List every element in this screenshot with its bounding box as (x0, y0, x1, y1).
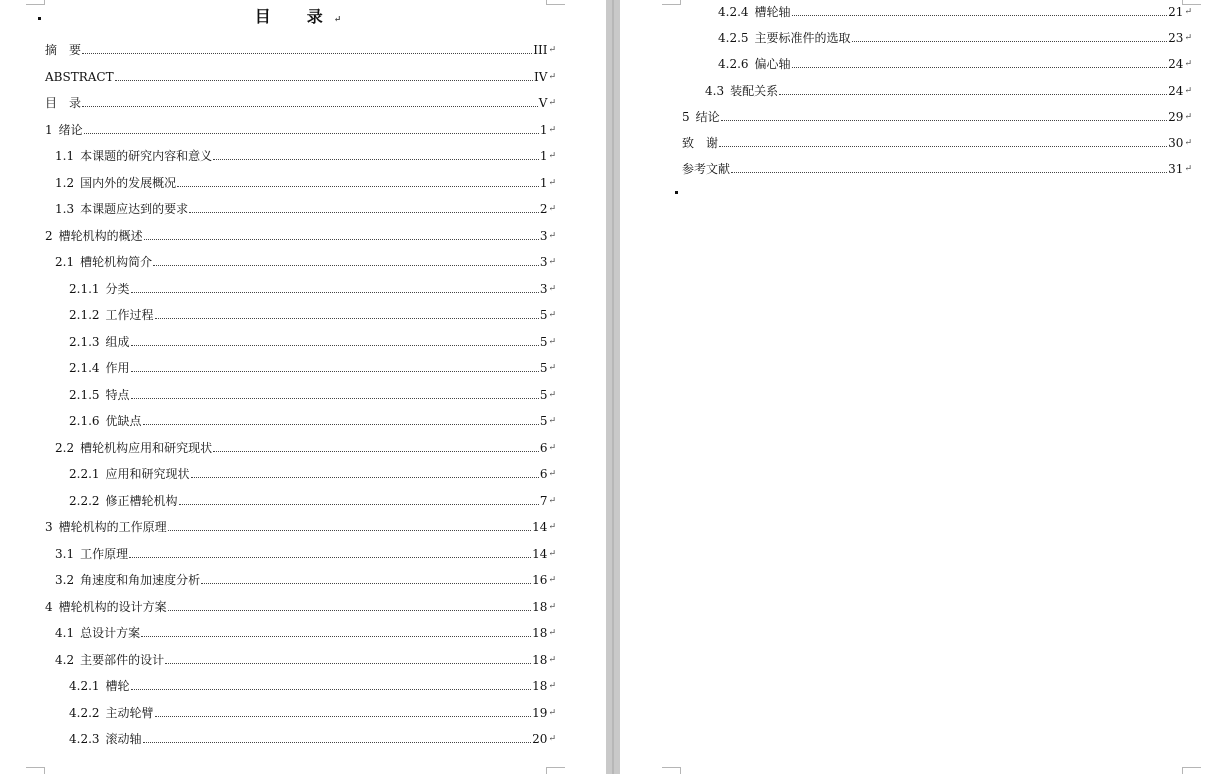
toc-entry-title: 角速度和角加速度分析 (80, 573, 201, 587)
toc-entry[interactable] (55, 253, 556, 269)
return-mark: ↵ (548, 257, 556, 267)
return-mark: ↵ (1184, 33, 1192, 44)
dot-leader (115, 80, 533, 81)
toc-entry-page: 31 (1168, 162, 1184, 177)
return-mark: ↵ (1184, 111, 1192, 122)
dot-leader (165, 663, 531, 664)
toc-entry-number: 3 (45, 520, 53, 534)
toc-entry[interactable] (69, 386, 556, 402)
toc-entry-page: 5 (539, 334, 548, 349)
toc-entry[interactable] (69, 465, 556, 481)
return-mark: ↵ (548, 45, 556, 55)
toc-entry-page: 18 (532, 652, 548, 667)
toc-entry-number: 4.2.3 (69, 732, 100, 746)
toc-entry-title: 作用 (105, 361, 130, 375)
toc-entry-number: 2.2 (55, 440, 75, 455)
toc-entry-title: 装配关系 (730, 83, 779, 98)
dot-leader (129, 557, 531, 558)
toc-entry-title: 修正槽轮机构 (105, 493, 178, 508)
toc-entry-number: 4.2.4 (718, 5, 749, 19)
toc-entry-title: 总设计方案 (80, 626, 141, 640)
toc-entry-page: 18 (532, 679, 548, 693)
return-mark: ↵ (548, 416, 556, 426)
return-mark: ↵ (1184, 7, 1192, 17)
toc-entry[interactable] (69, 730, 556, 746)
toc-entry-page: 5 (539, 414, 548, 428)
toc-entry[interactable] (69, 677, 556, 693)
toc-entry[interactable] (55, 147, 556, 163)
toc-entry[interactable] (69, 333, 556, 349)
toc-entry-title: 特点 (105, 387, 130, 402)
dot-leader (213, 159, 539, 160)
return-mark: ↵ (548, 681, 556, 691)
dot-leader (852, 41, 1168, 42)
toc-entry-title: 分类 (105, 281, 130, 296)
return-mark: ↵ (1184, 59, 1192, 70)
toc-entry-title: 参考文献 (682, 162, 731, 177)
toc-entry-page: 5 (539, 361, 548, 375)
return-mark: ↵ (548, 151, 556, 161)
toc-entry-number: 3.1 (55, 546, 75, 561)
toc-entry-title: 应用和研究现状 (105, 467, 190, 481)
gutter-divider (612, 0, 614, 774)
toc-entry[interactable] (69, 359, 556, 375)
toc-entry-title: 偏心轴 (754, 57, 791, 72)
toc-entry[interactable] (55, 174, 556, 190)
return-mark: ↵ (548, 734, 556, 744)
dot-leader (168, 530, 532, 531)
toc-entry-title: 绪论 (58, 122, 83, 137)
toc-entry[interactable] (682, 134, 1192, 150)
dot-leader (82, 106, 538, 107)
page-corner-mark (546, 767, 565, 774)
toc-entry-title: 槽轮轴 (754, 5, 791, 19)
toc-entry-number: 1 (45, 122, 53, 137)
toc-entry[interactable] (55, 200, 556, 216)
dot-leader (84, 133, 539, 134)
page-corner-mark (1182, 767, 1201, 774)
toc-entry[interactable] (718, 55, 1192, 71)
return-mark: ↵ (548, 575, 556, 585)
toc-entry[interactable] (45, 121, 556, 137)
dot-leader (131, 689, 532, 690)
toc-entry-page: 3 (539, 255, 548, 269)
toc-entry-page: 1 (539, 122, 548, 137)
toc-entry-page: 1 (539, 175, 548, 190)
dot-leader (82, 53, 532, 54)
toc-entry-page: 19 (532, 705, 548, 720)
page-corner-mark (662, 767, 681, 774)
dot-leader (719, 146, 1167, 147)
return-mark: ↵ (1184, 138, 1192, 148)
toc-entry-page: 14 (532, 546, 548, 561)
toc-entry[interactable] (69, 280, 556, 296)
dot-leader (731, 172, 1167, 173)
toc-entry[interactable] (55, 571, 556, 587)
return-mark: ↵ (548, 230, 556, 241)
toc-entry-number: 2 (45, 228, 53, 243)
dot-leader (155, 716, 532, 717)
toc-entry-number: 4.2 (55, 652, 75, 667)
dot-leader (131, 345, 539, 346)
toc-entry-number: 2.2.1 (69, 467, 100, 481)
toc-entry-number: 2.2.2 (69, 493, 100, 508)
dot-leader (131, 398, 539, 399)
toc-entry-number: 1.2 (55, 175, 75, 190)
toc-entry[interactable] (55, 545, 556, 561)
dot-leader (189, 212, 539, 213)
toc-entry-page: 2 (539, 202, 548, 216)
toc-entry[interactable] (705, 82, 1192, 98)
toc-entry-title: 结论 (695, 109, 720, 124)
toc-entry-page: 7 (539, 493, 548, 508)
return-mark: ↵ (548, 548, 556, 559)
toc-entry-page: 21 (1168, 5, 1184, 19)
toc-entry-title: 目 录 (45, 96, 82, 110)
toc-entry-page: 29 (1168, 109, 1184, 124)
dot-leader (191, 477, 539, 478)
toc-entry-page: III (533, 43, 548, 57)
return-mark: ↵ (333, 15, 352, 25)
toc-entry-title: 工作原理 (80, 546, 129, 561)
dot-leader (792, 15, 1168, 16)
return-mark: ↵ (548, 336, 556, 347)
page-corner-mark (26, 767, 45, 774)
toc-entry-title: 国内外的发展概况 (80, 175, 177, 190)
return-mark: ↵ (1184, 85, 1192, 96)
toc-entry-number: 3.2 (55, 573, 75, 587)
toc-entry-page: 24 (1168, 83, 1184, 98)
toc-entry[interactable] (69, 704, 556, 720)
toc-entry-number: 4.2.2 (69, 705, 100, 720)
toc-entry-number: 1.3 (55, 202, 75, 216)
toc-entry[interactable] (69, 306, 556, 322)
return-mark: ↵ (548, 389, 556, 400)
toc-title-text: 目 录 (254, 7, 333, 26)
dot-leader (179, 504, 539, 505)
toc-entry-page: 14 (532, 520, 548, 534)
return-mark: ↵ (548, 98, 556, 108)
toc-entry-title: 摘 要 (45, 43, 82, 57)
toc-entry-page: 3 (539, 228, 548, 243)
return-mark: ↵ (548, 283, 556, 294)
toc-entry[interactable] (69, 492, 556, 508)
dot-leader (143, 424, 539, 425)
document-page-left (0, 0, 606, 774)
toc-entry-title: 本课题的研究内容和意义 (80, 149, 213, 163)
toc-entry-number: 2.1.6 (69, 414, 100, 428)
toc-entry[interactable] (718, 3, 1192, 19)
toc-entry-number: 2.1.4 (69, 361, 100, 375)
toc-entry-title: 组成 (105, 334, 130, 349)
toc-entry-title: 主动轮臂 (105, 705, 154, 720)
toc-entry-number: 5 (682, 109, 690, 124)
dot-leader (155, 318, 539, 319)
toc-entry-page: 1 (539, 149, 548, 163)
toc-entry-number: 4.2.5 (718, 31, 749, 46)
return-mark: ↵ (548, 469, 556, 479)
toc-entry-page: 3 (539, 281, 548, 296)
toc-entry-title: 槽轮机构的概述 (58, 228, 143, 243)
dot-leader (131, 292, 539, 293)
toc-entry-page: 18 (532, 626, 548, 640)
paragraph-mark (675, 191, 678, 194)
toc-entry-page: 6 (539, 440, 548, 455)
toc-entry-title: 滚动轴 (105, 732, 142, 746)
toc-entry[interactable] (69, 412, 556, 428)
toc-entry[interactable] (45, 518, 556, 534)
return-mark: ↵ (548, 204, 556, 214)
return-mark: ↵ (548, 628, 556, 638)
toc-entry-number: 1.1 (55, 149, 75, 163)
toc-entry-page: 5 (539, 308, 548, 322)
toc-entry-title: 致 谢 (682, 136, 719, 150)
toc-entry-number: 4.2.1 (69, 679, 100, 693)
toc-entry-number: 4.1 (55, 626, 75, 640)
toc-entry-title: 主要标准件的选取 (754, 31, 851, 46)
toc-entry[interactable] (55, 624, 556, 640)
toc-entry-title: 主要部件的设计 (80, 652, 165, 667)
return-mark: ↵ (548, 363, 556, 373)
return-mark: ↵ (1184, 164, 1192, 175)
dot-leader (213, 451, 539, 452)
toc-entry-page: 18 (532, 599, 548, 614)
dot-leader (779, 94, 1167, 95)
return-mark: ↵ (548, 495, 556, 506)
return-mark: ↵ (548, 310, 556, 320)
dot-leader (177, 186, 539, 187)
toc-entry-number: 4.3 (705, 83, 725, 98)
document-page-right (620, 0, 1225, 774)
toc-entry-page: 6 (539, 467, 548, 481)
dot-leader (201, 583, 531, 584)
toc-entry[interactable] (682, 160, 1192, 176)
toc-entry[interactable] (45, 41, 556, 57)
toc-entry-page: IV (534, 69, 548, 84)
toc-entry[interactable] (45, 68, 556, 84)
toc-entry-page: V (538, 96, 548, 110)
toc-entry-page: 24 (1168, 57, 1184, 72)
dot-leader (143, 742, 532, 743)
toc-entry[interactable] (45, 94, 556, 110)
toc-entry-title: 槽轮 (105, 679, 130, 693)
toc-entry-title: 工作过程 (105, 308, 154, 322)
toc-entry-title: 槽轮机构的工作原理 (58, 520, 167, 534)
toc-entry[interactable] (45, 227, 556, 243)
toc-entry-number: 2.1.3 (69, 334, 100, 349)
toc-entry-number: 2.1.1 (69, 281, 100, 296)
return-mark: ↵ (548, 601, 556, 612)
toc-entry-page: 30 (1168, 136, 1184, 150)
dot-leader (721, 120, 1168, 121)
dot-leader (153, 265, 539, 266)
toc-entry-title: 槽轮机构的设计方案 (58, 599, 167, 614)
return-mark: ↵ (548, 124, 556, 135)
toc-entry-page: 5 (539, 387, 548, 402)
toc-entry-title: 优缺点 (105, 414, 142, 428)
toc-entry-number: 4.2.6 (718, 57, 749, 72)
toc-title (0, 4, 606, 27)
toc-entry-number: 4 (45, 599, 53, 614)
toc-entry-number: 2.1 (55, 255, 75, 269)
return-mark: ↵ (548, 707, 556, 718)
toc-entry[interactable] (55, 651, 556, 667)
return-mark: ↵ (548, 522, 556, 532)
toc-entry-title: 槽轮机构应用和研究现状 (80, 440, 213, 455)
toc-entry-title: 本课题应达到的要求 (80, 202, 189, 216)
toc-entry[interactable] (718, 29, 1192, 45)
toc-entry-page: 23 (1168, 31, 1184, 46)
toc-entry-number: 2.1.2 (69, 308, 100, 322)
dot-leader (168, 610, 532, 611)
toc-entry[interactable] (45, 598, 556, 614)
toc-entry-page: 20 (532, 732, 548, 746)
toc-entry-title: 槽轮机构简介 (80, 255, 153, 269)
toc-entry[interactable] (682, 108, 1192, 124)
page-corner-mark (662, 0, 681, 5)
dot-leader (131, 371, 539, 372)
toc-entry-page: 16 (532, 573, 548, 587)
dot-leader (141, 636, 531, 637)
toc-entry-number: 2.1.5 (69, 387, 100, 402)
toc-entry-title: ABSTRACT (45, 69, 114, 84)
dot-leader (792, 67, 1168, 68)
return-mark: ↵ (548, 71, 556, 82)
dot-leader (144, 239, 539, 240)
toc-entry[interactable] (55, 439, 556, 455)
return-mark: ↵ (548, 177, 556, 188)
return-mark: ↵ (548, 654, 556, 665)
return-mark: ↵ (548, 442, 556, 453)
